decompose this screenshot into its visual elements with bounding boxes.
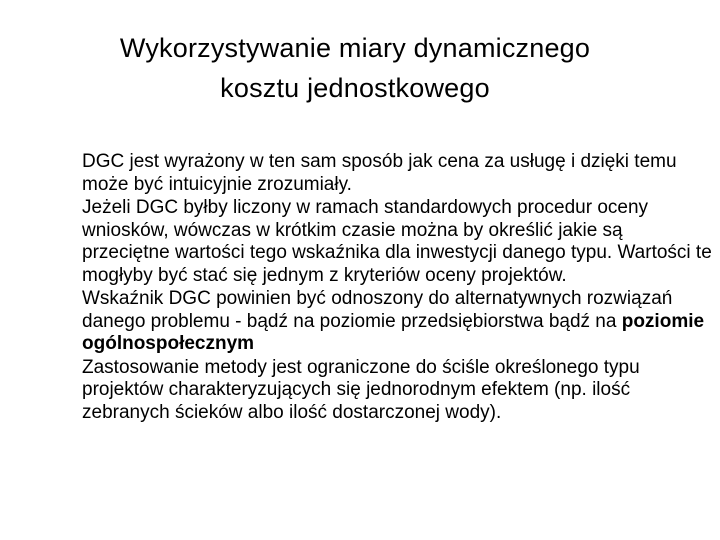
body-paragraph-2: Jeżeli DGC byłby liczony w ramach standardowych procedur oceny wniosków, wówczas w krótkim czasie można by określić jakie są przeciętne wartości tego wskaźnika dla inwestycji danego typu. Wartości te mogłyby być stać się jednym z kryteriów oceny projektów.: [82, 197, 712, 286]
body-paragraph-4: Zastosowanie metody jest ograniczone do ściśle określonego typu projektów charakteryzujących się jednorodnym efektem (np. ilość zebranych ścieków albo ilość dostarczonej wody).: [82, 356, 640, 423]
slide-title-line-2: kosztu jednostkowego: [220, 73, 490, 103]
body-paragraph-1: DGC jest wyrażony w ten sam sposób jak cena za usługę i dzięki temu może być intuicyjnie zrozumiały.: [82, 151, 677, 195]
body-paragraph-3: [82, 288, 712, 356]
slide-body: [82, 151, 712, 425]
body-paragraph-3-bold: poziomie ogólnospołecznym: [82, 310, 705, 354]
slide-title: [0, 28, 710, 108]
body-paragraph-3-text: Wskaźnik DGC powinien być odnoszony do alternatywnych rozwiązań danego problemu - bądź na poziomie przedsiębiorstwa bądź na: [82, 288, 673, 332]
slide-title-line-1: Wykorzystywanie miary dynamicznego: [119, 33, 591, 63]
